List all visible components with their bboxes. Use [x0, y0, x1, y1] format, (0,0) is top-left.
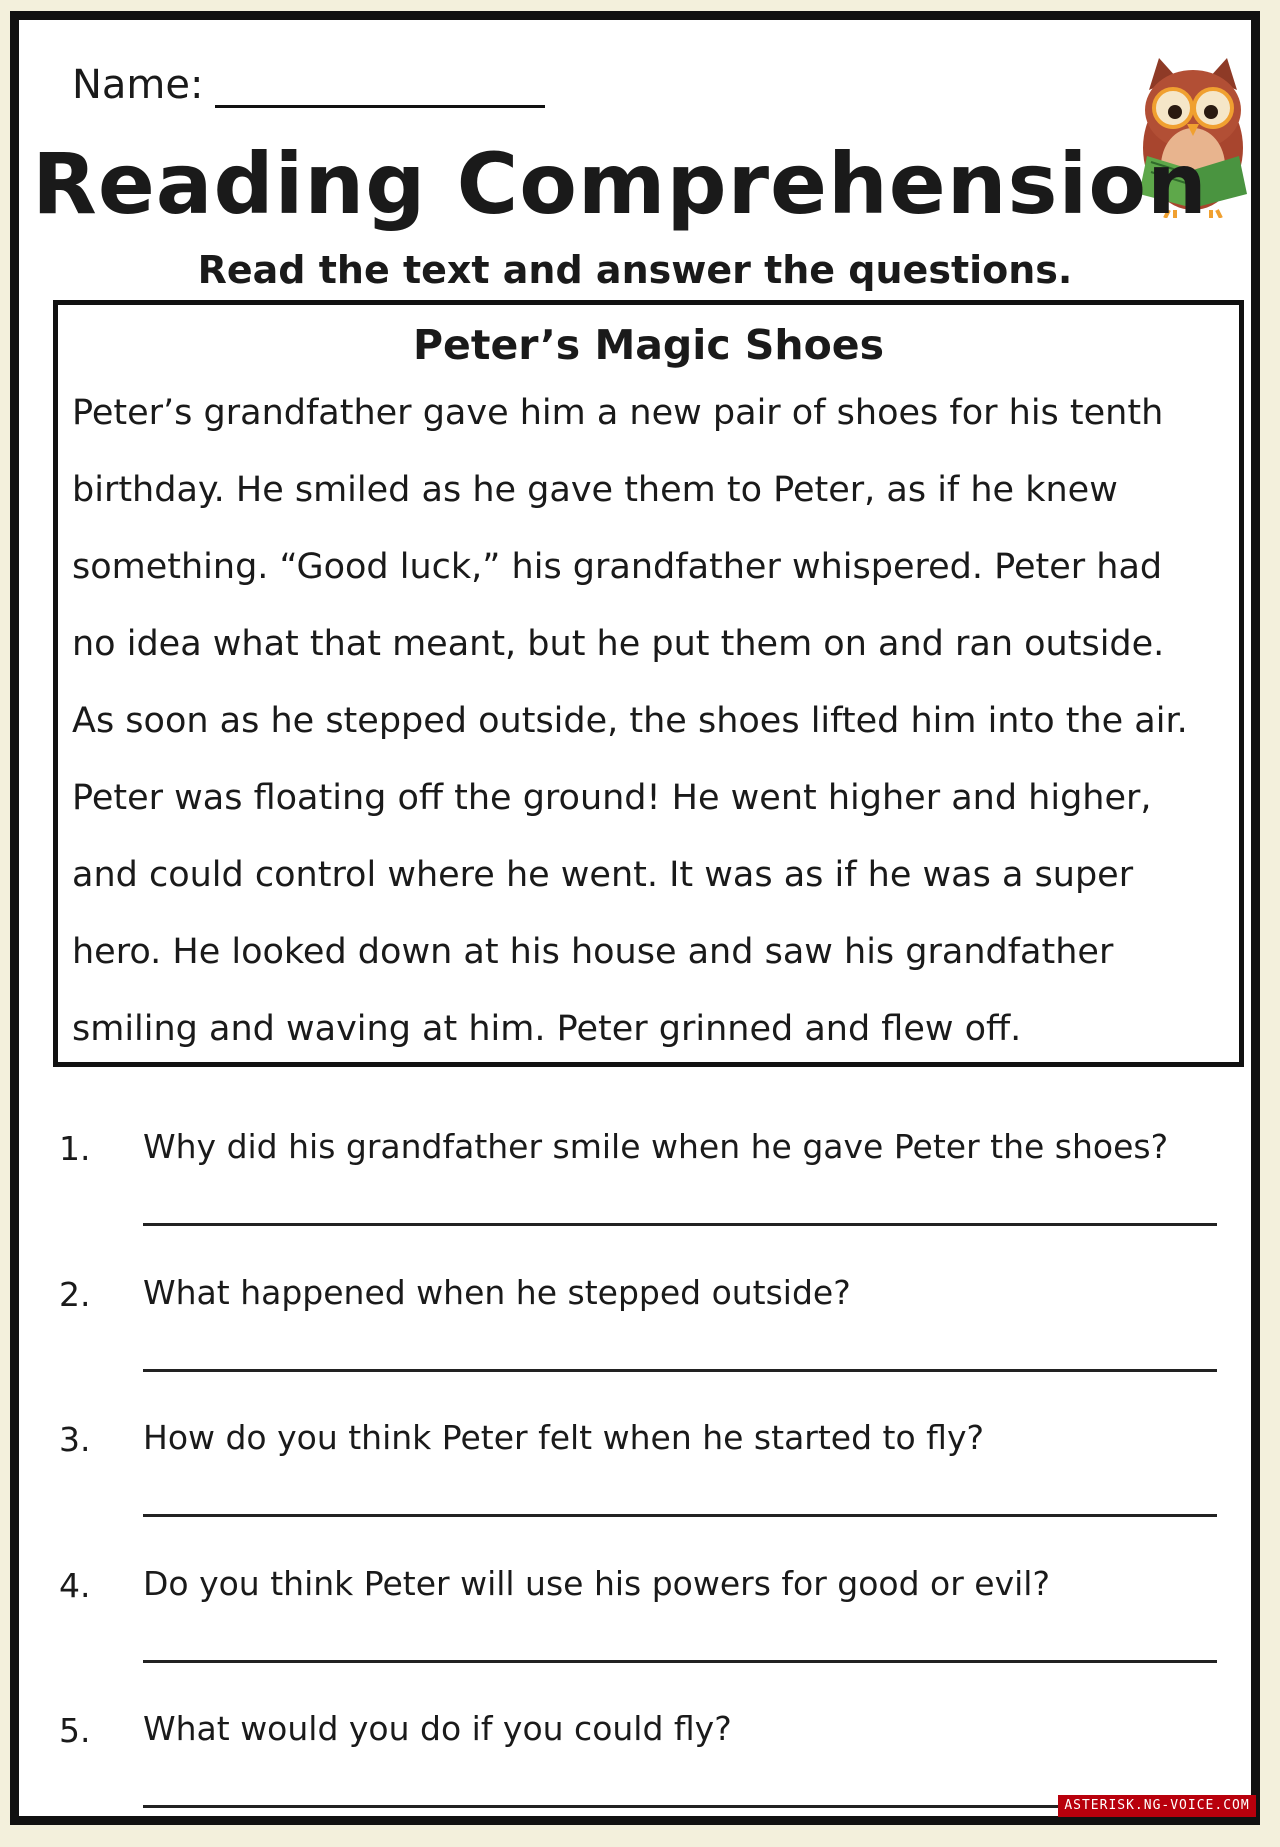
- story-line: Peter’s grandfather gave him a new pair of shoes for his tenth: [72, 393, 1164, 433]
- story-title: Peter’s Magic Shoes: [413, 321, 884, 369]
- story-line: no idea what that meant, but he put them on and ran outside.: [72, 624, 1165, 664]
- story-line: something. “Good luck,” his grandfather whispered. Peter had: [72, 547, 1163, 587]
- question-text: What would you do if you could fly?: [143, 1709, 732, 1748]
- story-line: Peter was floating off the ground! He went higher and higher,: [72, 778, 1152, 818]
- question-number: 5.: [59, 1711, 91, 1750]
- watermark-badge: ASTERISK.NG-VOICE.COM: [1058, 1795, 1256, 1817]
- answer-line[interactable]: [143, 1223, 1217, 1226]
- answer-line[interactable]: [143, 1805, 1217, 1808]
- worksheet-page: [10, 11, 1260, 1825]
- question-text: How do you think Peter felt when he started to fly?: [143, 1418, 984, 1457]
- question-number: 2.: [59, 1275, 91, 1314]
- answer-line[interactable]: [143, 1369, 1217, 1372]
- name-field-row: [72, 62, 545, 108]
- story-line: birthday. He smiled as he gave them to Peter, as if he knew: [72, 470, 1118, 510]
- name-label: Name:: [72, 62, 204, 108]
- question-text: What happened when he stepped outside?: [143, 1273, 851, 1312]
- question-number: 3.: [59, 1420, 91, 1459]
- page-title: Reading Comprehension: [32, 135, 1208, 233]
- question-number: 4.: [59, 1566, 91, 1605]
- question-text: Why did his grandfather smile when he gave Peter the shoes?: [143, 1127, 1169, 1166]
- instructions: Read the text and answer the questions.: [197, 248, 1073, 292]
- answer-line[interactable]: [143, 1514, 1217, 1517]
- question-text: Do you think Peter will use his powers for good or evil?: [143, 1564, 1050, 1603]
- story-line: and could control where he went. It was as if he was a super: [72, 855, 1134, 895]
- name-write-line[interactable]: [215, 69, 545, 108]
- story-line: hero. He looked down at his house and saw his grandfather: [72, 932, 1114, 972]
- story-line: As soon as he stepped outside, the shoes lifted him into the air.: [72, 701, 1188, 741]
- story-line: smiling and waving at him. Peter grinned and flew off.: [72, 1009, 1022, 1049]
- answer-line[interactable]: [143, 1660, 1217, 1663]
- story-box: [53, 300, 1244, 1067]
- question-number: 1.: [59, 1129, 91, 1168]
